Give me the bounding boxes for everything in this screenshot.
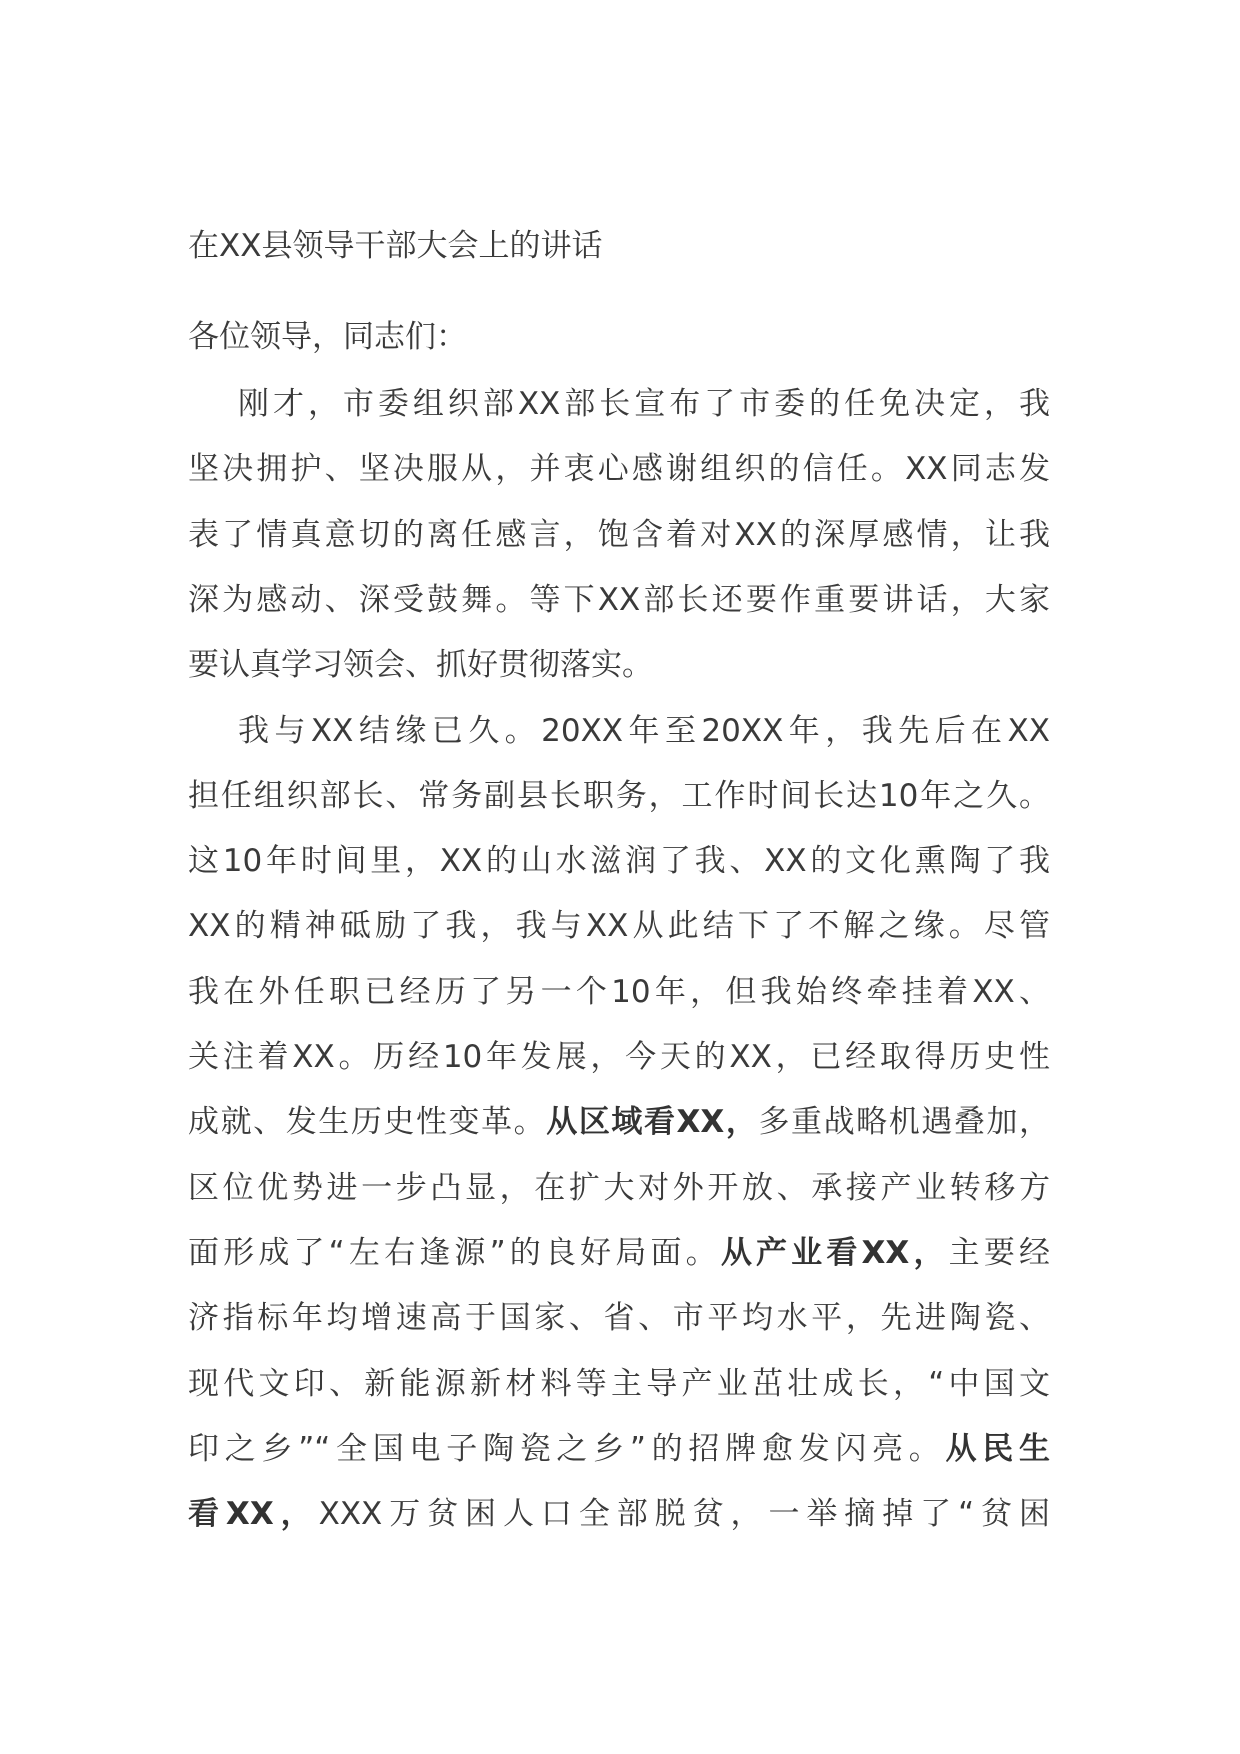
text-segment: 我在外任职已经历了另一个10年，但我始终牵挂着XX、 [188,973,1050,1010]
text-segment: 担任组织部长、常务副县长职务，工作时间长达10年之久。 [188,777,1050,814]
body-text-line [188,972,1050,1012]
text-segment: 济指标年均增速高于国家、省、市平均水平，先进陶瓷、 [188,1300,1050,1337]
text-segment: 成就、发生历史性变革。 [188,1104,547,1141]
bold-emphasis-text: 从民生 [945,1430,1050,1467]
text-segment: 刚才，市委组织部XX部长宣布了市委的任免决定，我 [238,386,1050,422]
body-text-line [188,1233,1050,1273]
text-segment: 表了情真意切的离任感言，饱含着对XX的深厚感情，让我 [188,516,1050,553]
text-segment: 我与XX结缘已久。20XX年至20XX年，我先后在XX [238,712,1050,749]
body-text-line [238,711,1050,751]
bold-emphasis-text: 看XX， [188,1496,319,1533]
body-text-line [188,1364,1050,1404]
bold-emphasis-text: 从产业看XX， [720,1234,949,1271]
text-segment: 这10年时间里，XX的山水滋润了我、XX的文化熏陶了我 [188,843,1050,880]
text-segment: 区位优势进一步凸显，在扩大对外开放、承接产业转移方 [188,1169,1050,1206]
body-text-line [188,1298,1050,1338]
body-text-line [188,1429,1050,1469]
salutation: 各位领导，同志们： [188,319,467,355]
text-segment: 要认真学习领会、抓好贯彻落实。 [188,647,653,684]
body-text-line [188,906,1050,946]
text-segment: 坚决拥护、坚决服从，并衷心感谢组织的信任。XX同志发 [188,451,1050,488]
body-text-line [188,1102,1050,1142]
bold-emphasis-text: 从区域看XX， [546,1104,759,1141]
text-segment: XXX万贫困人口全部脱贫，一举摘掉了“贫困 [318,1496,1050,1533]
body-text-line [188,580,1050,620]
text-segment: 关注着XX。历经10年发展，今天的XX，已经取得历史性 [188,1039,1050,1075]
text-segment: 深为感动、深受鼓舞。等下XX部长还要作重要讲话，大家 [188,581,1050,618]
body-text-line [188,515,1050,555]
body-text-line [238,384,1050,424]
text-segment: 多重战略机遇叠加， [758,1104,1051,1141]
body-text-line [188,1168,1050,1208]
text-segment: 印之乡”“全国电子陶瓷之乡”的招牌愈发闪亮。 [188,1430,946,1467]
body-text-line [188,449,1050,489]
text-segment: 面形成了“左右逢源”的良好局面。 [188,1234,721,1271]
body-text-line [188,841,1050,881]
text-segment: XX的精神砥励了我，我与XX从此结下了不解之缘。尽管 [188,908,1050,945]
body-text-line [188,1494,1050,1534]
body-text-line [188,776,1050,816]
document-title: 在XX县领导干部大会上的讲话 [188,228,603,264]
text-segment: 现代文印、新能源新材料等主导产业茁壮成长，“中国文 [188,1365,1050,1402]
body-text-line [188,1037,1050,1077]
body-text-line [188,645,1050,685]
text-segment: 主要经 [948,1234,1050,1271]
